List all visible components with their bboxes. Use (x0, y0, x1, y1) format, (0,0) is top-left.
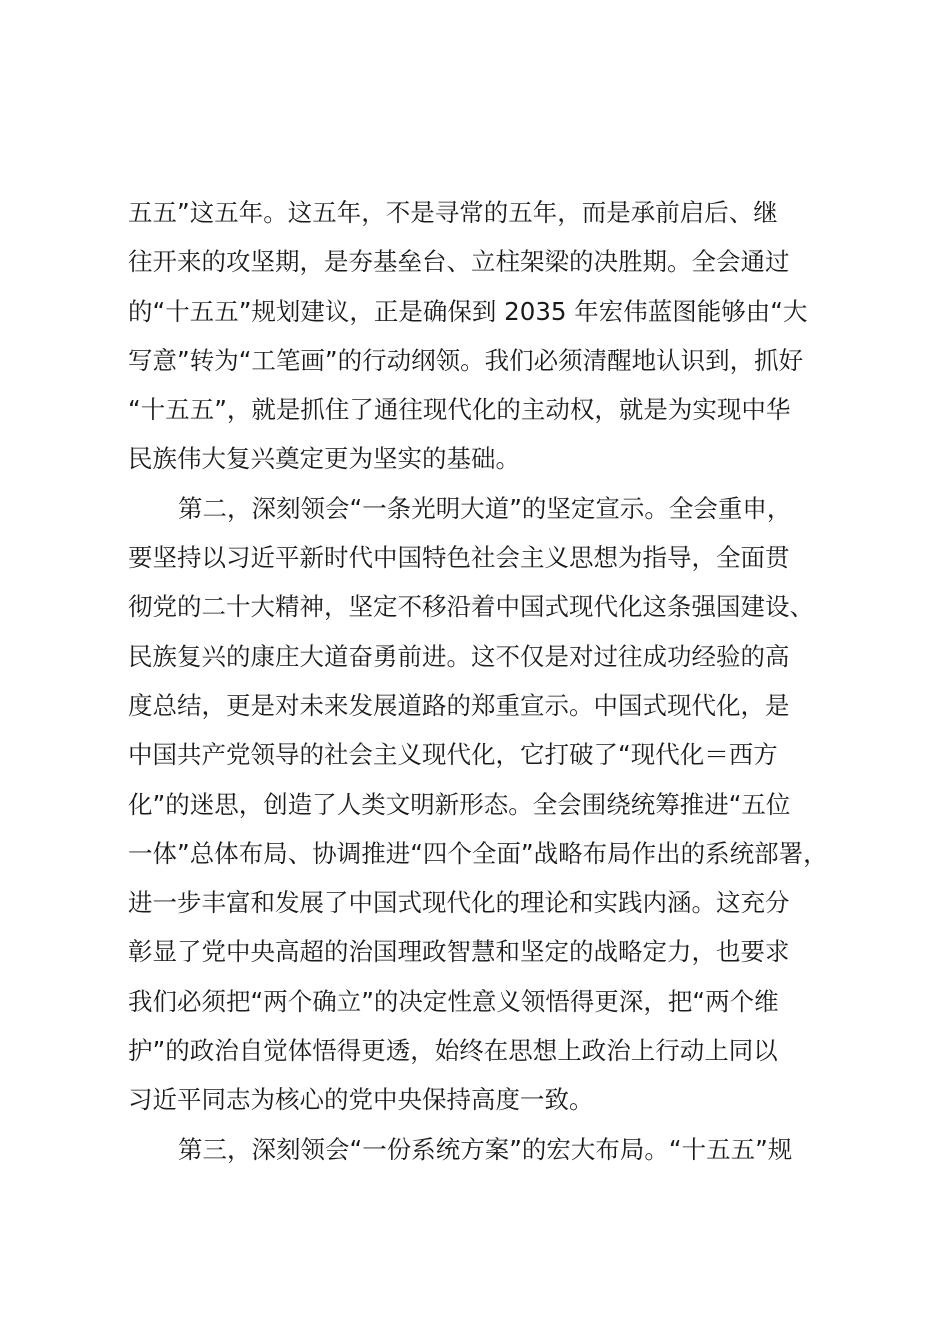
text-line: “十五五”，就是抓住了通往现代化的主动权，就是为实现中华 (128, 395, 791, 425)
text-line: 护”的政治自觉体悟得更透，始终在思想上政治上行动上同以 (128, 1036, 778, 1066)
text-line: 化”的迷思，创造了人类文明新形态。全会围绕统筹推进“五位 (128, 789, 791, 819)
text-line: 要坚持以习近平新时代中国特色社会主义思想为指导，全面贯 (128, 543, 790, 573)
text-line: 彻党的二十大精神，坚定不移沿着中国式现代化这条强国建设、 (128, 592, 814, 622)
text-line: 写意”转为“工笔画”的行动纲领。我们必须清醒地认识到，抓好 (128, 345, 804, 375)
text-line: 我们必须把“两个确立”的决定性意义领悟得更深，把“两个维 (128, 986, 779, 1016)
text-line: 一体”总体布局、协调推进“四个全面”战略布局作出的系统部署， (128, 838, 828, 868)
text-line: 习近平同志为核心的党中央保持高度一致。 (128, 1085, 594, 1115)
paragraph-start-line: 第三，深刻领会“一份系统方案”的宏大布局。“十五五”规 (178, 1134, 793, 1164)
text-line: 度总结，更是对未来发展道路的郑重宣示。中国式现代化，是 (128, 690, 790, 720)
paragraph-start-line: 第二，深刻领会“一条光明大道”的坚定宣示。全会重申， (178, 493, 792, 523)
text-line: 中国共产党领导的社会主义现代化，它打破了“现代化＝西方 (128, 740, 778, 770)
text-line: 的“十五五”规划建议，正是确保到 2035 年宏伟蓝图能够由“大 (128, 296, 808, 326)
text-line: 彰显了党中央高超的治国理政智慧和坚定的战略定力，也要求 (128, 937, 790, 967)
text-line: 民族复兴的康庄大道奋勇前进。这不仅是对过往成功经验的高 (128, 641, 790, 671)
text-line: 往开来的攻坚期，是夯基垒台、立柱架梁的决胜期。全会通过 (128, 247, 790, 277)
text-line: 五五”这五年。这五年，不是寻常的五年，而是承前启后、继 (128, 198, 778, 227)
document-body (128, 188, 858, 1174)
text-line: 进一步丰富和发展了中国式现代化的理论和实践内涵。这充分 (128, 888, 790, 918)
text-line: 民族伟大复兴奠定更为坚实的基础。 (128, 444, 520, 474)
